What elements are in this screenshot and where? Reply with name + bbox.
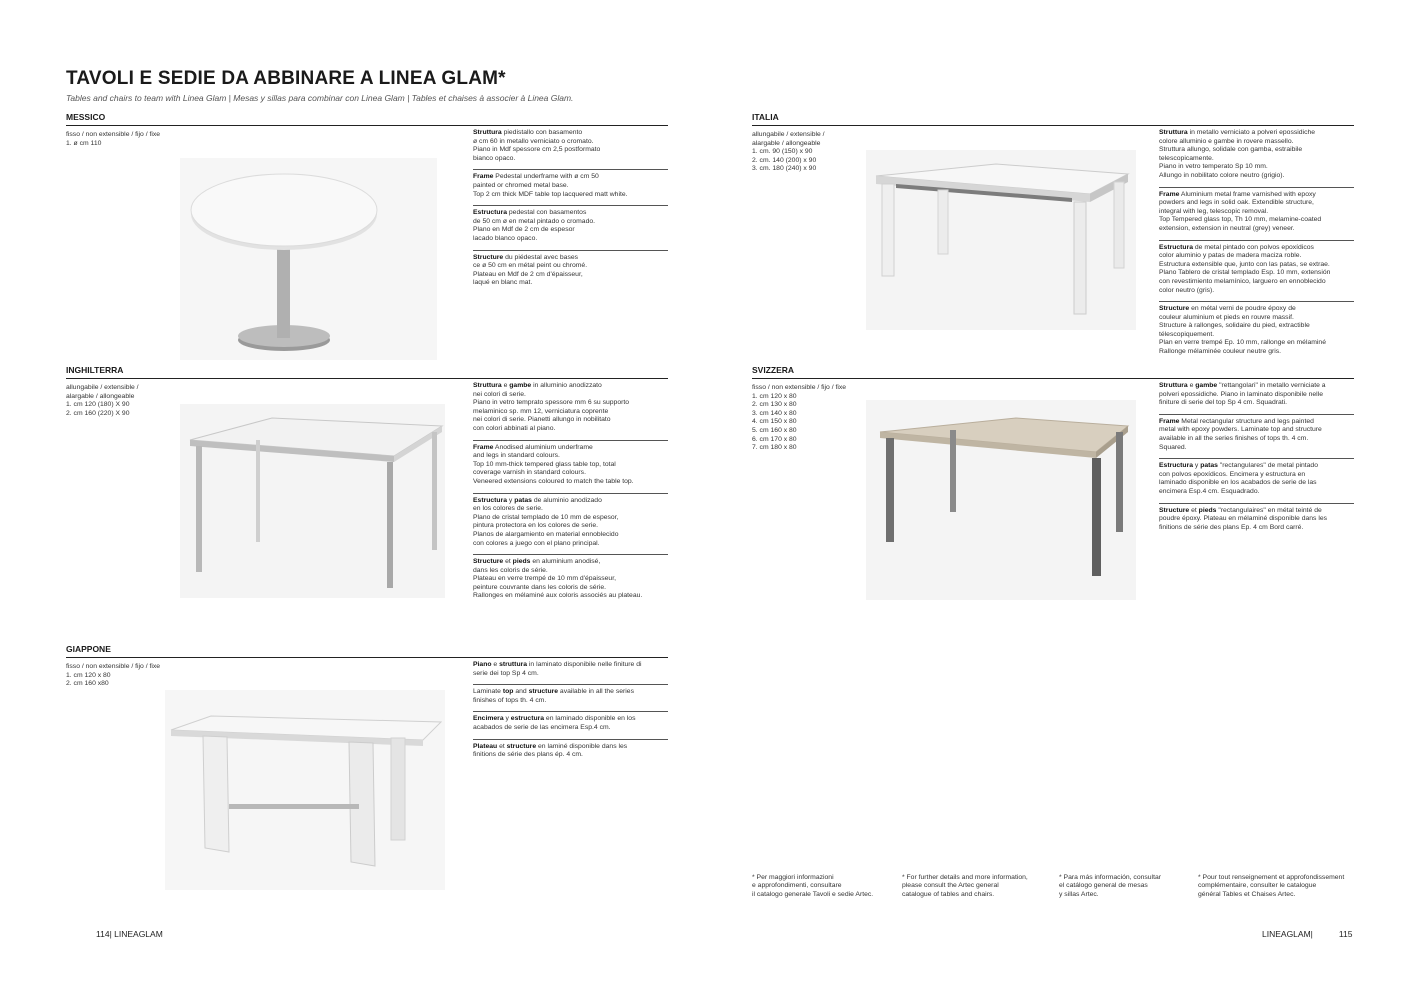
description-keyword: Piano (473, 661, 492, 668)
description-line (1159, 244, 1354, 253)
description-line (473, 661, 668, 670)
description-text: Laminate (473, 688, 503, 696)
section-title: MESSICO (66, 112, 668, 126)
description-keyword: Structure (1159, 506, 1190, 514)
description-line: Rallonges en mélaminé aux coloris associés au plateau. (473, 592, 643, 600)
description-line (473, 129, 668, 138)
description-line: Plano Tablero de cristal templado Esp. 10 mm, extensión (1159, 269, 1331, 277)
description-line: color aluminio y patas de madera maciza roble. (1159, 252, 1302, 260)
page-title: TAVOLI E SEDIE DA ABBINARE A LINEA GLAM* (66, 68, 506, 89)
description-line: powders and legs in solid oak. Extendible structure, (1159, 199, 1314, 207)
description-keyword: Frame (1159, 417, 1180, 425)
description-line: laminado disponible en los acabados de serie de las (1159, 479, 1317, 487)
section-title: SVIZZERA (752, 365, 1354, 379)
description-text: et (1189, 506, 1199, 514)
inghilterra-table-image (180, 404, 445, 598)
description-keyword: Structure (473, 253, 504, 261)
description-text: Metal rectangular structure and legs painted (1179, 417, 1314, 425)
description-line (1159, 129, 1354, 138)
section-variants: allungabile / extensible / alargable / allongeable 1. cm. 90 (150) x 90 2. cm. 140 (200) x 90 3. cm. 180 (240) x 90 (752, 131, 825, 173)
description-block (1159, 187, 1354, 240)
description-line: Piano in vetro temperato Sp 10 mm. (1159, 163, 1268, 171)
description-line: laqué en blanc mat. (473, 279, 533, 287)
description-block (473, 684, 668, 711)
description-line: integral with leg, telescopic removal. (1159, 207, 1269, 215)
folio-label-right: LINEAGLAM| (1262, 929, 1313, 939)
page-number-left: 114 (96, 929, 110, 939)
description-block (473, 661, 668, 684)
description-line (1159, 382, 1354, 391)
description-line: color neutro (gris). (1159, 286, 1215, 294)
description-keyword: pieds (1198, 506, 1217, 514)
description-line: en los colores de serie. (473, 505, 543, 513)
description-keyword: Frame (473, 443, 494, 451)
description-text: y (507, 496, 515, 504)
description-text: de aluminio anodizado (531, 496, 602, 504)
description-line: pintura protectora en los colores de serie. (473, 522, 599, 530)
description-line: finitions de série des plans Ep. 4 cm Bord carré. (1159, 523, 1304, 531)
description-keyword: estructura (510, 715, 545, 723)
description-block (1159, 301, 1354, 363)
description-keyword: Estructura (473, 209, 507, 217)
description-text: et (497, 742, 507, 750)
description-line: Piano in vetro temprato spessore mm 6 su supporto (473, 399, 630, 407)
description-block (473, 169, 668, 205)
description-keyword: struttura (499, 661, 528, 668)
description-line: lacado blanco opaco. (473, 234, 538, 242)
section-description (1159, 129, 1354, 363)
section-description (473, 661, 668, 766)
description-block (473, 493, 668, 555)
description-line: de 50 cm ø en metal pintado o cromado. (473, 217, 596, 225)
description-text: y (503, 715, 511, 723)
description-text: piedistallo con basamento (501, 129, 583, 136)
messico-table-image (180, 158, 437, 360)
description-line: Top 10 mm-thick tempered glass table top, total (473, 460, 616, 468)
description-block (1159, 382, 1354, 414)
description-text: en métal verni de poudre époxy de (1189, 305, 1296, 313)
description-keyword: Estructura (473, 496, 507, 504)
description-line: ø cm 60 in metallo verniciato o cromato. (473, 137, 594, 145)
description-block (473, 711, 668, 738)
description-line: couleur aluminium et pieds en rouvre massif. (1159, 313, 1294, 321)
description-block (1159, 458, 1354, 502)
description-keyword: top (502, 688, 514, 696)
section-variants: fisso / non extensible / fijo / fixe 1. ø cm 110 (66, 131, 161, 147)
description-text: e (1187, 382, 1196, 389)
description-text: Anodised aluminium underframe (493, 443, 593, 451)
description-line: polveri epossidiche. Piano in laminato disponibile nelle (1159, 390, 1323, 398)
description-line (473, 743, 668, 752)
description-line: Squared. (1159, 443, 1187, 451)
description-keyword: Plateau (473, 742, 498, 750)
description-line (473, 444, 668, 453)
description-line: con colores a juego con el plano principal. (473, 539, 600, 547)
description-line: telescopicamente. (1159, 154, 1214, 162)
description-line: peinture couvrante dans les coloris de série. (473, 583, 606, 591)
description-keyword: gambe (509, 382, 532, 389)
description-text: available in all the series (558, 688, 634, 696)
giappone-table-image (165, 690, 445, 890)
description-line: colore alluminio e gambe in rovere massello. (1159, 137, 1294, 145)
description-keyword: Struttura (1159, 129, 1188, 136)
description-text: in laminato disponibile nelle finiture di (527, 661, 642, 668)
description-line: Rallonge mélaminée couleur neutre gris. (1159, 348, 1282, 356)
description-keyword: Estructura (1159, 243, 1193, 251)
description-line: dans les coloris de série. (473, 566, 548, 574)
description-block (473, 382, 668, 440)
description-line: bianco opaco. (473, 154, 516, 162)
description-line (1159, 507, 1354, 516)
description-keyword: gambe (1195, 382, 1218, 389)
description-line: télescopiquement. (1159, 330, 1215, 338)
description-line: poudre époxy. Plateau en mélaminé disponible dans les (1159, 515, 1328, 523)
description-keyword: structure (528, 688, 559, 696)
description-text: "rettangolari" in metallo verniciate a (1217, 382, 1326, 389)
description-text: in metallo verniciato a polveri epossidiche (1187, 129, 1316, 136)
description-line: melaminico sp. mm 12, verniciatura coprente (473, 407, 609, 415)
footnote-it: * Per maggiori informazioni e approfondimenti, consultare il catalogo generale Tavoli e sedie Artec. (752, 874, 874, 898)
svizzera-table-image (866, 400, 1136, 600)
description-text: pedestal con basamentos (507, 209, 587, 217)
footnote-fr: * Pour tout renseignement et approfondissement complémentaire, consulter le catalogue général Tables et Chaises Artec. (1198, 874, 1345, 898)
description-line: Plateau en verre trempé de 10 mm d'épaisseur, (473, 575, 616, 583)
folio-right (1262, 929, 1352, 939)
description-line: available in all the series finishes of tops th. 4 cm. (1159, 434, 1309, 442)
description-line: extension, extension in neutral (grey) veneer. (1159, 224, 1295, 232)
description-line: Veneered extensions coloured to match the table top. (473, 477, 634, 485)
description-line (473, 382, 668, 391)
description-block (473, 129, 668, 169)
description-text: et (503, 558, 513, 566)
description-line: coverage varnish in standard colours. (473, 469, 586, 477)
footnote-en: * For further details and more information, please consult the Artec general catalogue of tables and chairs. (902, 874, 1028, 898)
description-text: in alluminio anodizzato (531, 382, 602, 389)
section-variants: allungabile / extensible / alargable / allongeable 1. cm 120 (180) X 90 2. cm 160 (220) X 90 (66, 384, 139, 417)
description-line: finitions de série des plans ép. 4 cm. (473, 751, 583, 759)
description-block (473, 554, 668, 607)
section-description (473, 129, 668, 294)
description-keyword: Frame (1159, 190, 1180, 198)
description-keyword: Frame (473, 173, 494, 181)
description-keyword: Struttura (473, 382, 502, 389)
description-keyword: pieds (512, 558, 531, 566)
description-block (1159, 129, 1354, 187)
description-line: and legs in standard colours. (473, 452, 560, 460)
description-line: Allungo in nobilitato colore neutro (grigio). (1159, 171, 1285, 179)
description-text: en laminé disponible dans les (536, 742, 628, 750)
description-line: painted or chromed metal base. (473, 181, 569, 189)
description-line (473, 715, 668, 724)
description-line (1159, 462, 1354, 471)
section-description (473, 382, 668, 607)
description-text: "rectangulaires" en métal teinté de (1216, 506, 1322, 514)
description-block (1159, 503, 1354, 539)
description-line: nei colori di serie. Pianetti allungo in nobilitato (473, 416, 611, 424)
description-line: Top Tempered glass top, Th 10 mm, melamine-coated (1159, 216, 1322, 224)
description-line (1159, 418, 1354, 427)
italia-table-image (866, 150, 1136, 330)
description-line: nei colori di serie. (473, 390, 526, 398)
description-keyword: Structure (1159, 305, 1190, 313)
description-line: con polvos epoxídicos. Encimera y estructura en (1159, 470, 1306, 478)
footnote-es: * Para más información, consultar el catálogo general de mesas y sillas Artec. (1059, 874, 1161, 898)
description-line: Struttura allungo, solidale con gamba, estraibile (1159, 146, 1303, 154)
description-text: e (501, 382, 510, 389)
description-line: Planos de alargamiento en material ennoblecido (473, 530, 619, 538)
description-line: Plan en verre trempé Ep. 10 mm, rallonge en mélaminé (1159, 339, 1326, 347)
section-variants: fisso / non extensible / fijo / fixe 1. cm 120 x 80 2. cm 160 x80 (66, 663, 161, 688)
description-keyword: Estructura (1159, 462, 1193, 470)
description-line: con revestimiento melamínico, larguero en ennoblecido (1159, 277, 1326, 285)
description-line: ce ø 50 cm en métal peint ou chromé. (473, 262, 588, 270)
description-line: Plano de cristal templado de 10 mm de espesor, (473, 513, 619, 521)
description-block (473, 440, 668, 493)
folio-label-left: | LINEAGLAM (109, 929, 163, 939)
section-title: GIAPPONE (66, 644, 668, 658)
description-text: en laminado disponible en los (544, 715, 636, 723)
description-line: finishes of tops th. 4 cm. (473, 696, 547, 704)
description-line: Structure à rallonges, solidaire du pied, extractible (1159, 322, 1310, 330)
description-text: Pedestal underframe with ø cm 50 (493, 173, 599, 181)
description-line: Top 2 cm thick MDF table top lacquered matt white. (473, 190, 628, 198)
section-variants: fisso / non extensible / fijo / fixe 1. cm 120 x 80 2. cm 130 x 80 3. cm 140 x 80 4. cm 150 x 80 5. cm 160 x 80 6. cm 170 x 80 7. cm 180 x 80 (752, 384, 847, 452)
description-block (1159, 240, 1354, 302)
description-line: Plano en Mdf de 2 cm de espesor (473, 226, 575, 234)
section-description (1159, 382, 1354, 538)
description-line: finiture di serie del top Sp 4 cm. Squadrati. (1159, 399, 1288, 407)
section-title: INGHILTERRA (66, 365, 668, 379)
description-text: "rectangulares" de metal pintado (1217, 462, 1318, 470)
description-text: Aluminium metal frame varnished with epoxy (1179, 190, 1316, 198)
description-keyword: Struttura (1159, 382, 1188, 389)
description-line (1159, 305, 1354, 314)
description-line (473, 254, 668, 263)
description-text: e (491, 661, 500, 668)
description-line: Estructura extensible que, junto con las patas, se extrae. (1159, 260, 1330, 268)
description-block (473, 739, 668, 766)
description-block (473, 205, 668, 249)
description-text: du piédestal avec bases (503, 253, 579, 261)
description-line (473, 558, 668, 567)
description-keyword: patas (514, 496, 532, 504)
section-title: ITALIA (752, 112, 1354, 126)
description-keyword: Struttura (473, 129, 502, 136)
page-number-right: 115 (1338, 929, 1353, 939)
description-line (473, 173, 668, 182)
description-keyword: patas (1200, 462, 1218, 470)
description-keyword: Encimera (473, 715, 504, 723)
description-line: acabados de serie de las encimera Esp.4 cm. (473, 723, 611, 731)
description-keyword: Structure (473, 558, 504, 566)
description-line (473, 688, 668, 697)
description-line (473, 497, 668, 506)
description-block (473, 250, 668, 294)
description-line: Piano in Mdf spessore cm 2,5 postformato (473, 146, 601, 154)
description-line: con colori abbinati al piano. (473, 424, 556, 432)
description-block (1159, 414, 1354, 458)
description-text: en aluminium anodisé, (530, 558, 601, 566)
folio-left (96, 929, 163, 939)
description-line: encimera Esp.4 cm. Esquadrado. (1159, 487, 1260, 495)
description-text: y (1193, 462, 1201, 470)
description-keyword: structure (506, 742, 537, 750)
footnotes (752, 874, 1356, 910)
description-text: and (513, 688, 529, 696)
page-subtitle: Tables and chairs to team with Linea Glam | Mesas y sillas para combinar con Linea Glam | Tables et chaises à associer à Linea Glam. (66, 93, 574, 103)
description-text: de metal pintado con polvos epoxídicos (1193, 243, 1314, 251)
description-line: Plateau en Mdf de 2 cm d'épaisseur, (473, 270, 583, 278)
description-line (473, 209, 668, 218)
description-line (1159, 191, 1354, 200)
description-line: metal with epoxy powders. Laminate top and structure (1159, 426, 1322, 434)
description-line: serie dei top Sp 4 cm. (473, 669, 539, 677)
